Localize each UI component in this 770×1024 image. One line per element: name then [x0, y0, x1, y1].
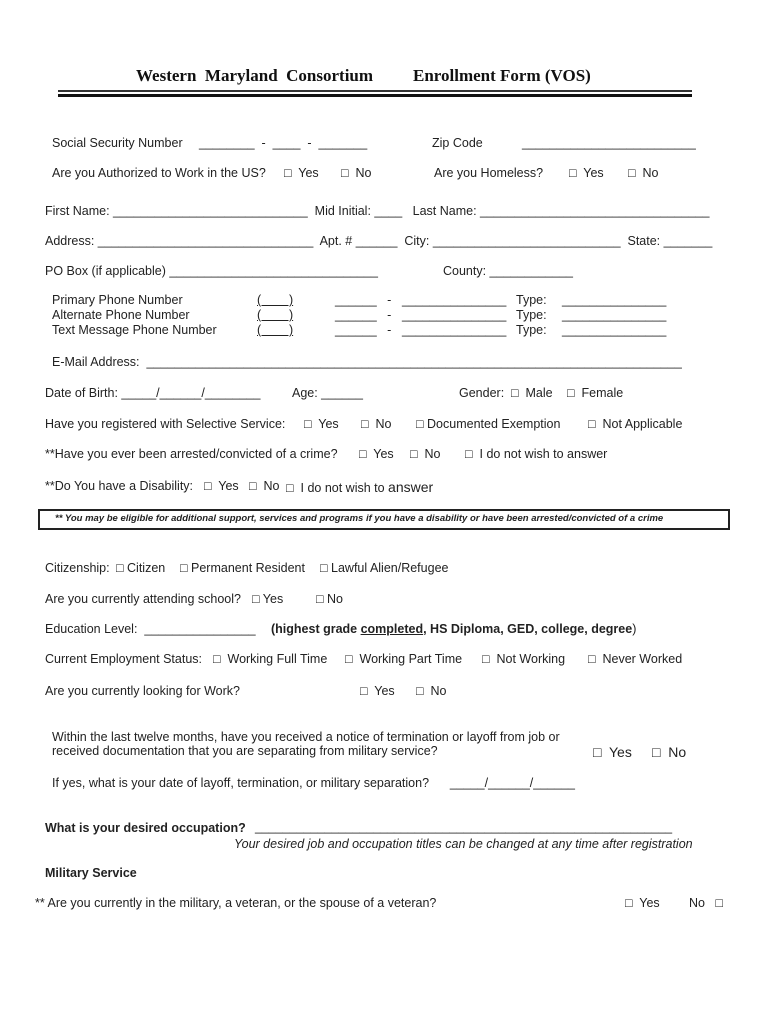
- name-fields[interactable]: First Name: ____________________________ Mid Initial: ____ Last Name: _________________________________: [45, 204, 710, 218]
- authorized-no-checkbox[interactable]: □ No: [341, 166, 372, 180]
- phone-primary-prefix[interactable]: ______ -: [335, 293, 392, 307]
- selective-exempt-checkbox[interactable]: □ Documented Exemption: [416, 417, 561, 431]
- phone-alternate-area[interactable]: ( ): [257, 308, 294, 322]
- authorized-label: Are you Authorized to Work in the US?: [52, 166, 266, 180]
- gender-female-checkbox[interactable]: □ Female: [567, 386, 624, 400]
- looking-no-checkbox[interactable]: □ No: [416, 684, 447, 698]
- disability-decline-text-large: answer: [388, 479, 434, 495]
- zip-label: Zip Code: [432, 136, 483, 150]
- military-question: ** Are you currently in the military, a veteran, or the spouse of a veteran?: [35, 896, 437, 910]
- military-heading: Military Service: [45, 866, 137, 880]
- citizenship-permanent-checkbox[interactable]: □ Permanent Resident: [180, 561, 305, 575]
- citizenship-citizen-checkbox[interactable]: □ Citizen: [116, 561, 166, 575]
- education-hint-close: ): [632, 622, 637, 636]
- phone-text-area[interactable]: ( ): [257, 323, 294, 337]
- selective-na-checkbox[interactable]: □ Not Applicable: [588, 417, 683, 431]
- occupation-field[interactable]: ____________________________________________________________: [255, 820, 673, 834]
- employment-part-checkbox[interactable]: □ Working Part Time: [345, 652, 463, 666]
- arrested-yes-checkbox[interactable]: □ Yes: [359, 447, 394, 461]
- authorized-yes-checkbox[interactable]: □ Yes: [284, 166, 319, 180]
- phone-primary-line[interactable]: _______________: [402, 293, 507, 307]
- employment-label: Current Employment Status:: [45, 652, 203, 666]
- phone-text-type[interactable]: _______________: [562, 323, 667, 337]
- disability-no-checkbox[interactable]: □ No: [249, 479, 280, 493]
- phone-primary-area[interactable]: ( ): [257, 293, 294, 307]
- eligibility-notice-text: ** You may be eligible for additional support, services and programs if you have a disability or have been arrested/convicted of a crime: [55, 513, 664, 524]
- gender-label: Gender:: [459, 386, 505, 400]
- employment-never-checkbox[interactable]: □ Never Worked: [588, 652, 683, 666]
- layoff-question-line2: received documentation that you are separating from military service?: [52, 744, 438, 758]
- layoff-date-field[interactable]: If yes, what is your date of layoff, termination, or military separation? _____/______/______: [52, 776, 575, 790]
- selective-no-checkbox[interactable]: □ No: [361, 417, 392, 431]
- layoff-question-line1: Within the last twelve months, have you received a notice of termination or layoff from job or: [52, 730, 560, 744]
- employment-not-checkbox[interactable]: □ Not Working: [482, 652, 566, 666]
- disability-yes-checkbox[interactable]: □ Yes: [204, 479, 239, 493]
- phone-text-label: Text Message Phone Number: [52, 323, 217, 337]
- citizenship-alien-checkbox[interactable]: □ Lawful Alien/Refugee: [320, 561, 449, 575]
- county-field[interactable]: County: ____________: [443, 264, 573, 278]
- employment-full-checkbox[interactable]: □ Working Full Time: [213, 652, 328, 666]
- homeless-label: Are you Homeless?: [434, 166, 544, 180]
- arrested-no-checkbox[interactable]: □ No: [410, 447, 441, 461]
- disability-decline-checkbox[interactable]: [286, 479, 433, 496]
- address-fields[interactable]: Address: _______________________________ Apt. # ______ City: ___________________________ State: _______: [45, 234, 713, 248]
- education-hint: [271, 622, 636, 637]
- school-label: Are you currently attending school?: [45, 592, 241, 606]
- phone-alternate-type[interactable]: _______________: [562, 308, 667, 322]
- phone-alternate-label: Alternate Phone Number: [52, 308, 190, 322]
- age-field[interactable]: Age: ______: [292, 386, 363, 400]
- pobox-field[interactable]: PO Box (if applicable) ______________________________: [45, 264, 378, 278]
- occupation-label: What is your desired occupation?: [45, 821, 246, 835]
- arrested-decline-checkbox[interactable]: □ I do not wish to answer: [465, 447, 608, 461]
- zip-field[interactable]: _________________________: [522, 136, 696, 150]
- phone-alternate-line[interactable]: _______________: [402, 308, 507, 322]
- phone-primary-type[interactable]: _______________: [562, 293, 667, 307]
- header-rule-bottom: [58, 94, 692, 97]
- school-yes-checkbox[interactable]: □ Yes: [252, 592, 284, 606]
- phone-alternate-type-label: Type:: [516, 308, 547, 322]
- phone-primary-type-label: Type:: [516, 293, 547, 307]
- homeless-yes-checkbox[interactable]: □ Yes: [569, 166, 604, 180]
- phone-alternate-prefix[interactable]: ______ -: [335, 308, 392, 322]
- education-hint-post: , HS Diploma, GED, college, degree: [423, 622, 633, 636]
- military-yes-checkbox[interactable]: □ Yes: [625, 896, 660, 910]
- dob-field[interactable]: Date of Birth: _____/______/________: [45, 386, 261, 400]
- layoff-yes-checkbox[interactable]: □ Yes: [593, 744, 632, 760]
- education-hint-pre: (highest grade: [271, 622, 361, 636]
- form-title: Enrollment Form (VOS): [413, 66, 591, 85]
- education-field[interactable]: Education Level: ________________: [45, 622, 256, 636]
- disability-decline-text: □ I do not wish to: [286, 481, 389, 495]
- disability-label: **Do You have a Disability:: [45, 479, 194, 493]
- homeless-no-checkbox[interactable]: □ No: [628, 166, 659, 180]
- phone-primary-label: Primary Phone Number: [52, 293, 183, 307]
- phone-text-line[interactable]: _______________: [402, 323, 507, 337]
- ssn-field[interactable]: ________ - ____ - _______: [199, 136, 368, 150]
- gender-male-checkbox[interactable]: □ Male: [511, 386, 553, 400]
- occupation-note: Your desired job and occupation titles can be changed at any time after registration: [234, 837, 693, 851]
- education-hint-completed: completed: [360, 622, 424, 636]
- selective-yes-checkbox[interactable]: □ Yes: [304, 417, 339, 431]
- military-no-checkbox[interactable]: No □: [689, 896, 723, 910]
- selective-label: Have you registered with Selective Service:: [45, 417, 286, 431]
- arrested-label: **Have you ever been arrested/convicted of a crime?: [45, 447, 338, 461]
- school-no-checkbox[interactable]: □ No: [316, 592, 344, 606]
- email-field[interactable]: E-Mail Address: _____________________________________________________________________________: [52, 355, 682, 369]
- ssn-label: Social Security Number: [52, 136, 183, 150]
- layoff-no-checkbox[interactable]: □ No: [652, 744, 687, 760]
- looking-label: Are you currently looking for Work?: [45, 684, 240, 698]
- header-rule-top: [58, 90, 692, 92]
- phone-text-type-label: Type:: [516, 323, 547, 337]
- form-org-title: Western Maryland Consortium: [136, 66, 374, 85]
- phone-text-prefix[interactable]: ______ -: [335, 323, 392, 337]
- citizenship-label: Citizenship:: [45, 561, 110, 575]
- looking-yes-checkbox[interactable]: □ Yes: [360, 684, 395, 698]
